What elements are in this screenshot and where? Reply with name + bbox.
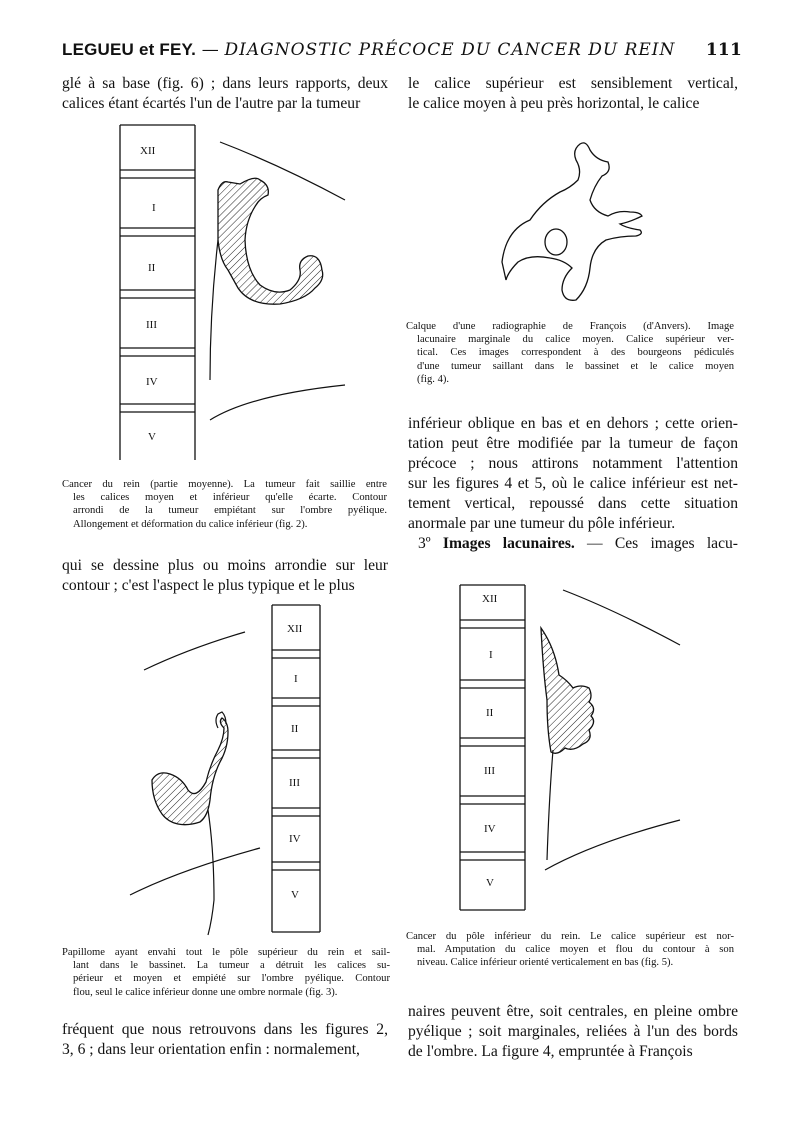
caption-line: les calices moyen et inférieur qu'elle écarte. Contour: [73, 492, 387, 504]
vertebra-label: XII: [140, 145, 156, 157]
vertebra-label: II: [148, 262, 156, 274]
text-line: inférieur oblique en bas et en dehors ; cette orien-: [408, 415, 738, 432]
text-line: tation peut être modifiée par la tumeur de façon: [408, 435, 738, 452]
header-authors: LEGUEU et FEY.: [62, 40, 197, 59]
text-line: de l'ombre. La figure 4, empruntée à François: [408, 1043, 693, 1060]
caption-line: lacunaire marginale du calice moyen. Calice supérieur ver-: [417, 334, 734, 346]
kidney-contour-upper: [563, 590, 680, 645]
vertebra-label: III: [484, 765, 495, 777]
figure-2: [110, 120, 390, 470]
caption-line: mal. Amputation du calice moyen et flou du contour à son: [417, 944, 734, 956]
caption-line: lant dans le bassinet. La tumeur a détruit les calices su-: [73, 960, 390, 972]
figure-4: [490, 130, 690, 320]
text-bottom-left: [62, 1020, 388, 1060]
vertebra-label: I: [152, 202, 156, 214]
text-line: calices étant écartés l'un de l'autre par la tumeur: [62, 95, 361, 112]
text-bottom-right: [408, 1002, 738, 1062]
ureter: [208, 810, 214, 935]
figure-5: [455, 580, 735, 920]
text-line: précoce ; nous attirons notamment l'attention: [408, 455, 738, 472]
caption-line: Papillome ayant envahi tout le pôle supérieur du rein et sail-: [62, 947, 390, 958]
caption-line: niveau. Calice inférieur orienté verticalement en bas (fig. 5).: [417, 957, 674, 969]
text-line: fréquent que nous retrouvons dans les figures 2,: [62, 1021, 388, 1038]
vertebra-label: III: [146, 319, 157, 331]
caption-line: (fig. 4).: [417, 373, 450, 385]
kidney-contour-lower: [130, 848, 260, 895]
caption-line: Calque d'une radiographie de François (d'Anvers). Image: [406, 321, 734, 332]
caption-line: périeur et moyen et empiété sur l'ombre pyélique. Contour: [73, 973, 390, 985]
lacunar-image: [545, 229, 567, 255]
caption-line: flou, seul le calice inférieur donne une ombre normale (fig. 3).: [73, 986, 338, 998]
vertebra-label: II: [486, 707, 494, 719]
text-line: le calice moyen à peu près horizontal, le calice: [408, 95, 700, 112]
text-mid-right: [408, 414, 738, 554]
figure-3: [110, 600, 360, 940]
text-line: naires peuvent être, soit centrales, en pleine ombre: [408, 1003, 738, 1020]
section-heading: [408, 534, 738, 554]
running-header: [62, 40, 742, 60]
kidney-contour-lower: [545, 820, 680, 870]
caption-line: d'une tumeur saillant dans le bassinet et le calice moyen: [417, 360, 734, 372]
section-number: 3º: [418, 535, 431, 552]
caption-line: tical. Ces images correspondent à des bourgeons pédiculés: [417, 347, 734, 359]
text-top-right: [408, 74, 738, 114]
vertebral-column: [460, 585, 525, 910]
vertebral-column: [120, 125, 195, 460]
text-line: glé à sa base (fig. 6) ; dans leurs rapports, deux: [62, 75, 388, 92]
text-line: pyélique ; soit marginales, reliées à l'un des bords: [408, 1023, 738, 1040]
ureter: [210, 240, 218, 380]
text-line: qui se dessine plus ou moins arrondie sur leur: [62, 557, 388, 574]
kidney-contour-lower: [210, 385, 345, 420]
text-top-left: [62, 74, 388, 114]
vertebra-label: I: [489, 649, 493, 661]
pelvis-shadow: [152, 718, 228, 825]
text-line: contour ; c'est l'aspect le plus typique et le plus: [62, 577, 355, 594]
figure-4-caption: [406, 320, 734, 386]
text-line: tement vertical, repoussé dans cette situation: [408, 495, 738, 512]
figure-3-caption: [62, 946, 390, 999]
vertebra-label: XII: [287, 623, 303, 635]
vertebra-label: I: [294, 673, 298, 685]
vertebra-label: V: [486, 877, 494, 889]
text-mid-left: [62, 556, 388, 596]
vertebral-column: [272, 605, 320, 932]
ureter: [547, 750, 553, 860]
section-title: Images lacunaires.: [442, 535, 575, 552]
caption-line: Allongement et déformation du calice inférieur (fig. 2).: [73, 518, 308, 530]
text-line: anormale par une tumeur du pôle inférieur.: [408, 515, 676, 532]
text-line: le calice supérieur est sensiblement vertical,: [408, 75, 738, 92]
section-rest: — Ces images lacu-: [574, 535, 739, 552]
header-title: DIAGNOSTIC PRÉCOCE DU CANCER DU REIN: [224, 40, 676, 60]
figure-5-caption: [406, 930, 734, 970]
text-line: 3, 6 ; dans leur orientation enfin : normalement,: [62, 1041, 360, 1058]
caption-line: arrondi de la tumeur empiétant sur l'ombre pyélique.: [73, 505, 387, 517]
page-number: 111: [705, 40, 742, 60]
renal-pelvis-shadow: [218, 178, 323, 304]
figure-2-caption: [62, 478, 387, 531]
tumor-shadow: [541, 628, 594, 753]
vertebra-label: IV: [146, 376, 158, 388]
vertebra-label: V: [291, 889, 299, 901]
vertebra-label: IV: [484, 823, 496, 835]
text-line: sur les figures 4 et 5, où le calice inférieur est net-: [408, 475, 738, 492]
vertebra-label: V: [148, 431, 156, 443]
vertebra-label: III: [289, 777, 300, 789]
vertebra-label: XII: [482, 593, 498, 605]
caption-line: Cancer du rein (partie moyenne). La tumeur fait saillie entre: [62, 479, 387, 490]
caption-line: Cancer du pôle inférieur du rein. Le calice supérieur est nor-: [406, 931, 734, 942]
header-dash: —: [201, 40, 219, 60]
vertebra-label: II: [291, 723, 299, 735]
kidney-contour-upper: [144, 632, 245, 670]
vertebra-label: IV: [289, 833, 301, 845]
calice-outline: [502, 143, 642, 300]
